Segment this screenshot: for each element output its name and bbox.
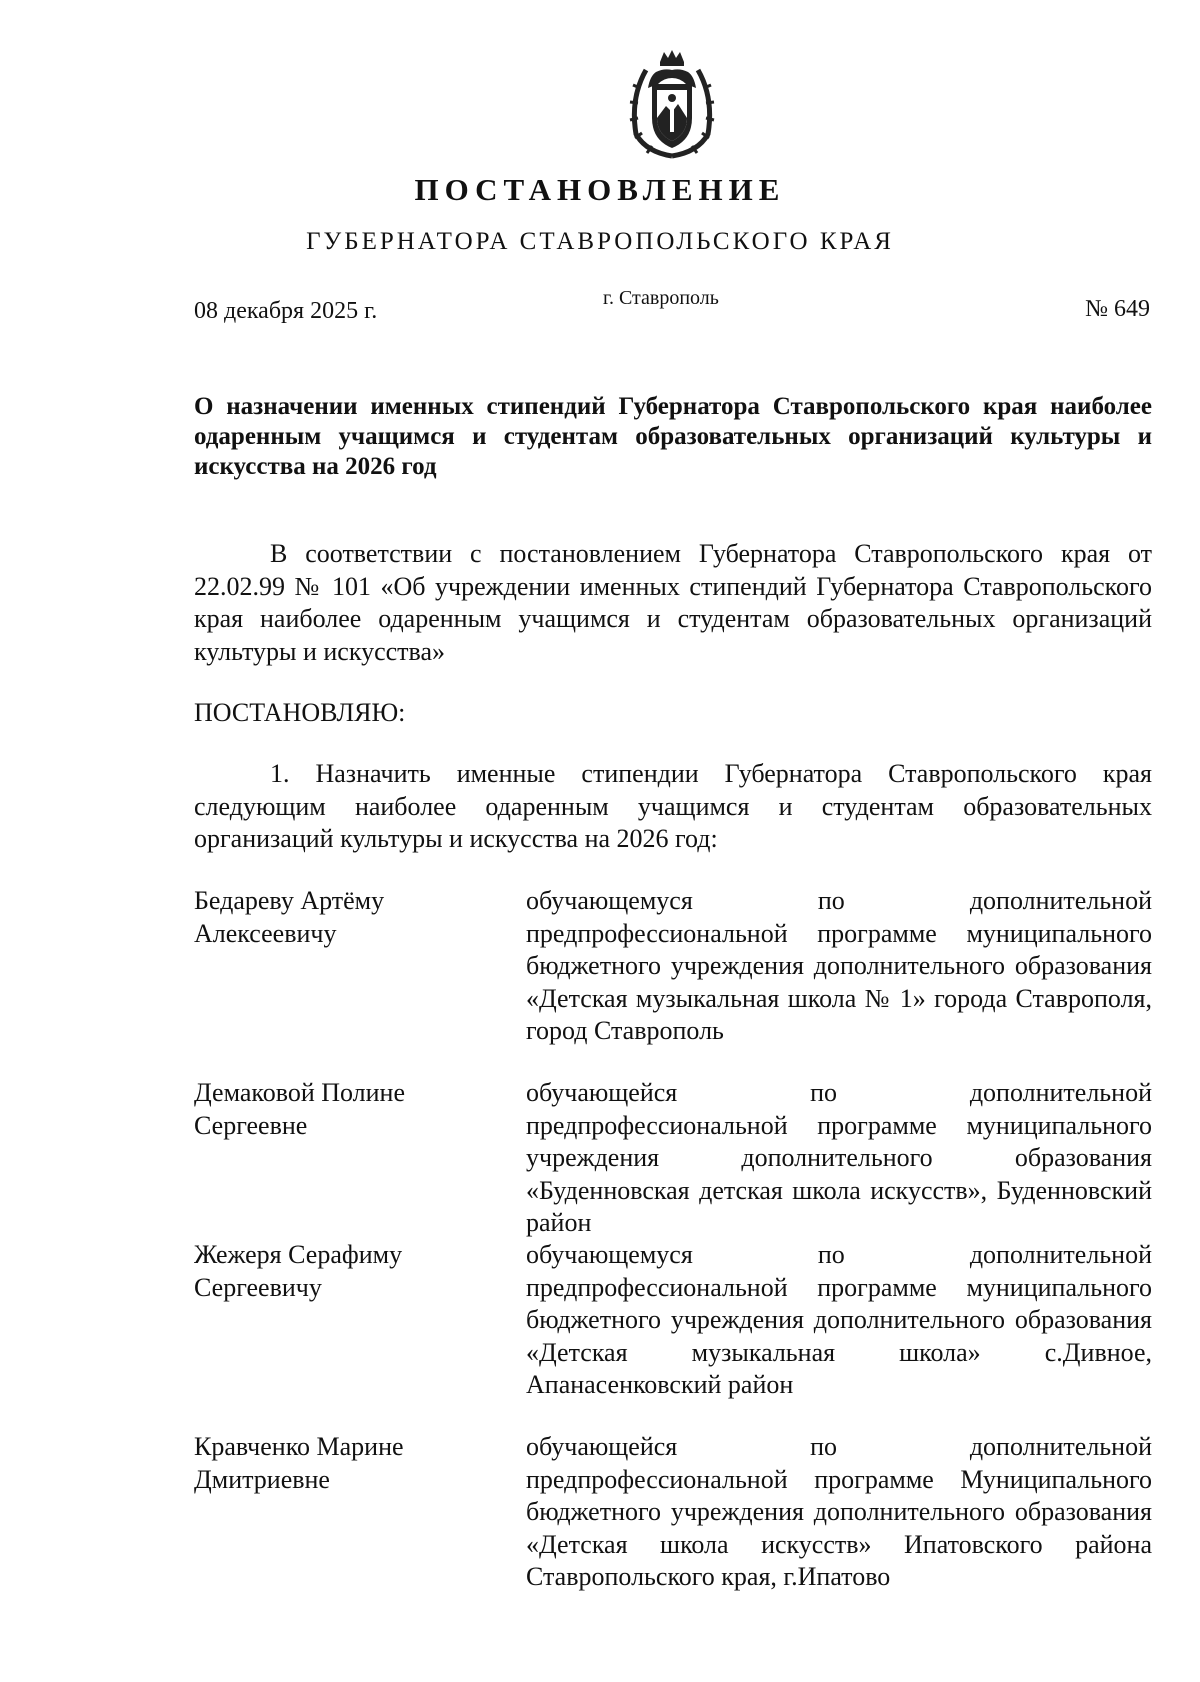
recipient-name: Демаковой Полине Сергеевне <box>194 1078 406 1140</box>
recipient-name: Кравченко Марине Дмитриевне <box>194 1432 404 1494</box>
recipient-name: Жежеря Серафиму Сергеевичу <box>194 1240 403 1302</box>
recipient-description: обучающейся по дополнительной предпрофессиональной программе муниципального учреждения дополнительного образования «Буденновская детская школа искусств», Буденновский район <box>526 1078 1152 1237</box>
document-number: № 649 <box>1085 296 1150 322</box>
document-subject: О назначении именных стипендий Губернатора Ставропольского края наиболее одаренным учащимся и студентам образовательных организаций культуры и искусства на 2026 год <box>194 393 1152 480</box>
recipient-description: обучающейся по дополнительной предпрофессиональной программе Муниципального бюджетного учреждения дополнительного образования «Детская школа искусств» Ипатовского района Ставропольского края, г.Ипатово <box>526 1432 1152 1591</box>
recipient-entry <box>194 1431 1152 1594</box>
recipient-description: обучающемуся по дополнительной предпрофессиональной программе муниципального бюджетного учреждения дополнительного образования «Детская музыкальная школа № 1» города Ставрополя, город Ставрополь <box>526 886 1152 1045</box>
recipient-description: обучающемуся по дополнительной предпрофессиональной программе муниципального бюджетного учреждения дополнительного образования «Детская музыкальная школа» с.Дивное, Апанасенковский район <box>526 1240 1152 1399</box>
recipients-list <box>194 885 1152 1594</box>
document-date: 08 декабря 2025 г. <box>194 298 378 324</box>
decree-word: ПОСТАНОВЛЯЮ: <box>194 698 406 727</box>
coat-of-arms-icon <box>626 48 718 160</box>
item-1-paragraph: 1. Назначить именные стипендии Губернатора Ставропольского края следующим наиболее одаренным учащимся и студентам образовательных организаций культуры и искусства на 2026 год: <box>194 759 1152 853</box>
document-city: г. Ставрополь <box>603 287 719 309</box>
recipient-entry <box>194 885 1152 1077</box>
recipient-entry <box>194 1239 1152 1431</box>
recipient-name: Бедареву Артёму Алексеевичу <box>194 886 385 948</box>
recipient-entry <box>194 1077 1152 1239</box>
preamble-paragraph: В соответствии с постановлением Губернатора Ставропольского края от 22.02.99 № 101 «Об учреждении именных стипендий Губернатора Ставропольского края наиболее одаренным учащимся и студентам образовательных организаций культуры и искусства» <box>194 539 1152 666</box>
document-title: ПОСТАНОВЛЕНИЕ <box>414 172 786 207</box>
issuer-subtitle: ГУБЕРНАТОРА СТАВРОПОЛЬСКОГО КРАЯ <box>306 228 894 255</box>
